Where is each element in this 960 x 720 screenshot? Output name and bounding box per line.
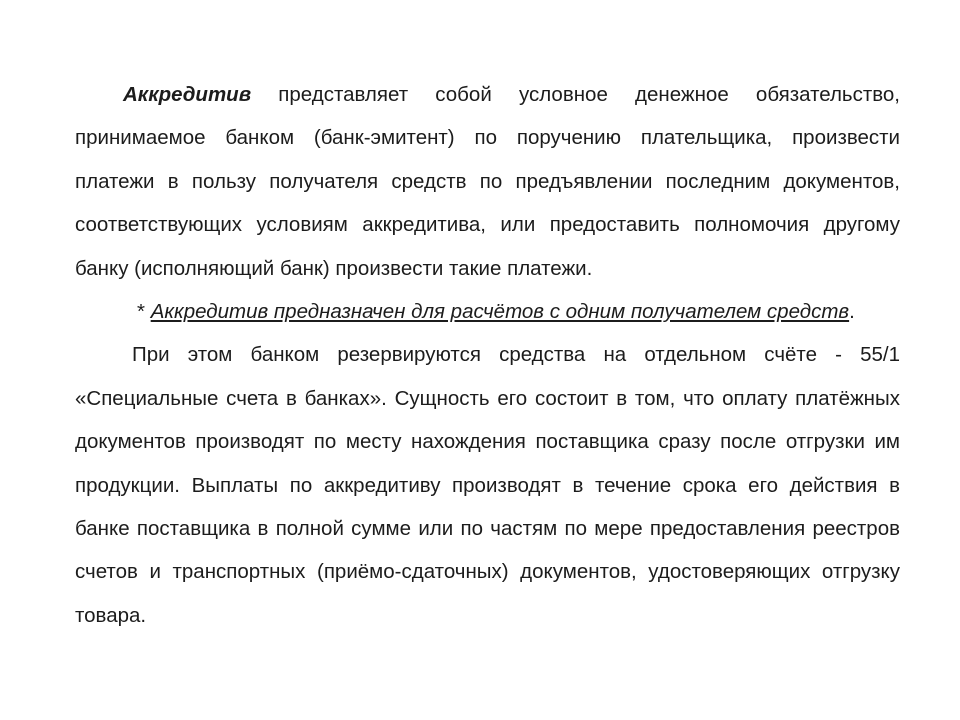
paragraph-details [75,333,900,637]
definition-text: представляет собой условное денежное обязательство, принимаемое банком (банк-эмитент) по поручению плательщика, произвести платежи в пользу получателя средств по предъявлении последним документов, соответствующих условиям аккредитива, или предоставить полномочия другому банку (исполняющий банк) произвести такие платежи. [75,83,900,280]
term-akkreditiv: Аккредитив [123,83,252,106]
note-end: . [849,300,855,324]
paragraph-definition [75,73,900,290]
details-text: При этом банком резервируются средства на отдельном счёте - 55/1 «Специальные счета в банках». Сущность его состоит в том, что оплату платёжных документов производят по месту нахождения поставщика сразу после отгрузки им продукции. Выплаты по аккредитиву производят в течение срока его действия в банке поставщика в полной сумме или по частям по мере предоставления реестров счетов и транспортных (приёмо-сдаточных) документов, удостоверяющих отгрузку товара. [75,343,900,627]
text-block [75,73,900,637]
note-text: Аккредитив предназначен для расчётов с одним получателем средств [150,300,850,324]
note-marker: * [137,300,151,324]
paragraph-note [75,290,900,333]
